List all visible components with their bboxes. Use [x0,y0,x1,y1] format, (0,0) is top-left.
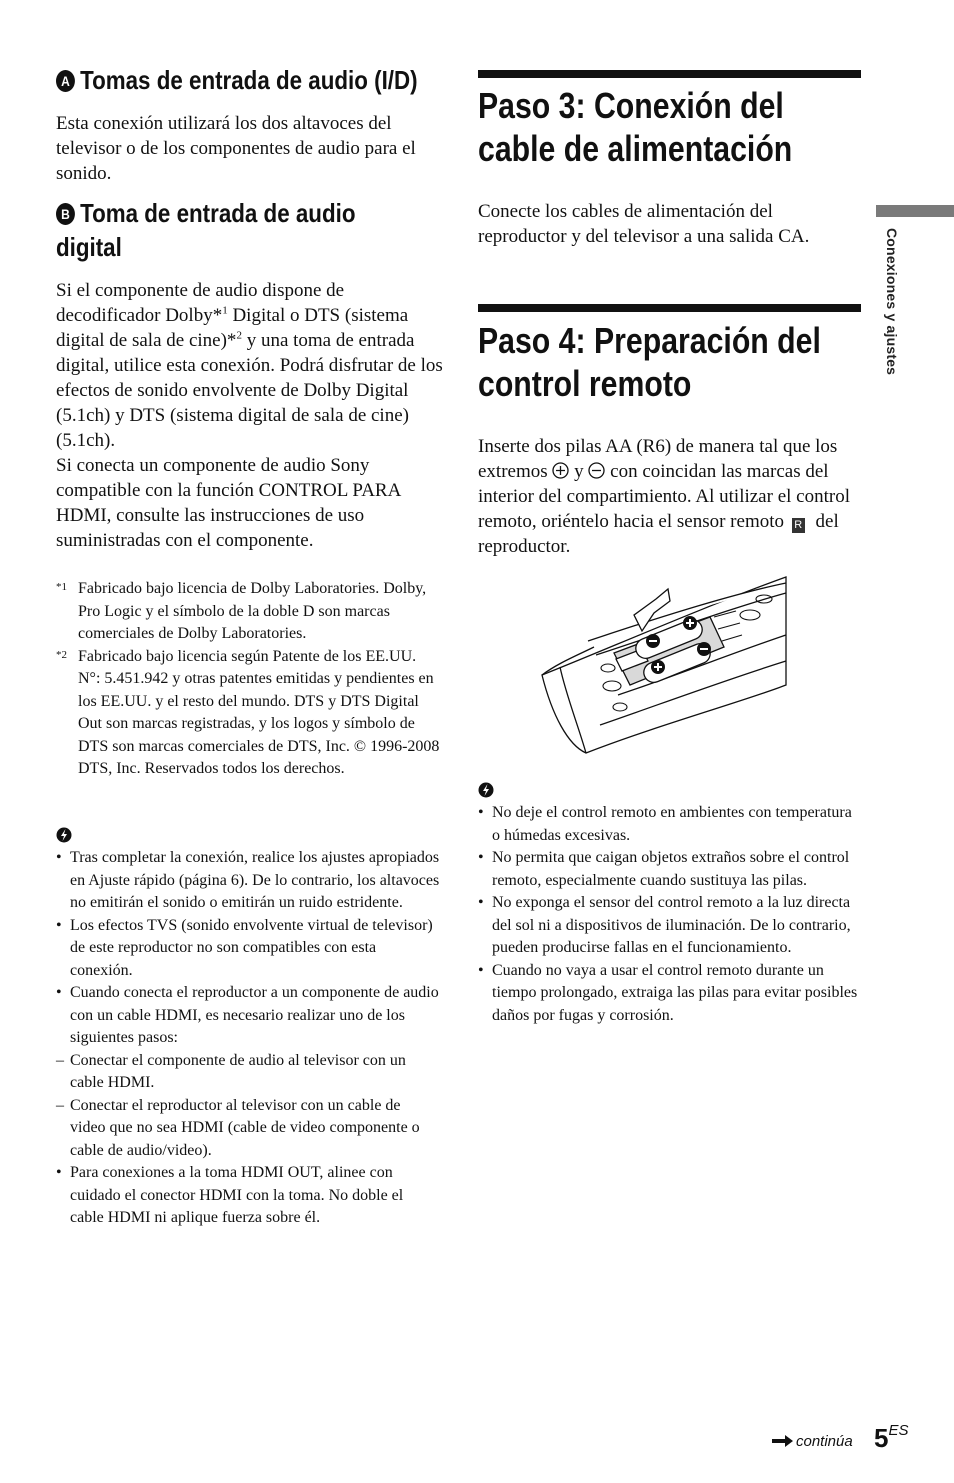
badge-a-icon: A [56,70,75,92]
list-item [478,802,862,847]
continues-indicator [772,1428,853,1454]
section-b-p1-part2: Digital o DTS (sistema digital de sala de cine)* [56,305,409,351]
bullet: – [56,1051,64,1069]
right-notes-list [478,802,862,1027]
section-tab-label: Conexiones y ajustes [884,228,900,376]
section-b-paragraph-1 [56,278,444,453]
note-text: No exponga el sensor del control remoto a la luz directa del sol ni a dispositivos de iluminación. De lo contrario, pueden producirse fallas en el funcionamiento. [492,894,851,956]
footnote-text: Fabricado bajo licencia de Dolby Laboratories. Dolby, Pro Logic y el símbolo de la doble D son marcas comerciales de Dolby Laboratories. [78,580,427,642]
section-a-title: Tomas de entrada de audio (I/D) [80,65,418,95]
note-text: Tras completar la conexión, realice los ajustes apropiados en Ajuste rápido (página 6). De lo contrario, los altavoces no emitirán el sonido o emitirán un ruido estridente. [70,849,440,911]
step4-text [478,434,861,559]
note-text: Conectar el reproductor al televisor con un cable de video que no sea HDMI (cable de video componente o cable de audio/video). [70,1096,420,1159]
remote-battery-illustration [538,575,788,755]
step4-text-part1: Inserte dos pilas AA (R6) de manera tal que los extremos [478,436,838,482]
step3-heading [478,84,792,170]
footnote-ref-1: 1 [222,304,228,317]
footnote-1 [56,578,440,646]
minus-circle-icon [588,462,605,479]
remote-sensor-icon: R [792,518,805,533]
note-icon [478,781,494,799]
footnote-mark: *1 [56,581,67,593]
step4-text-part4: del reproductor. [478,511,839,557]
bullet: • [56,984,62,1001]
footnote-2 [56,646,440,781]
bullet: • [478,849,484,866]
note-text: No permita que caigan objetos extraños sobre el control remoto, especialmente cuando sustituya las pilas. [492,849,850,889]
page-number-suffix: ES [888,1422,909,1439]
step4-text-part2: y [569,461,589,482]
note-icon [56,826,72,844]
list-item [478,960,862,1028]
step4-text-part3: con coincidan las marcas del interior del compartimiento. Al utilizar el control remoto, oriéntelo hacia el sensor remoto [478,461,850,532]
step4-heading [478,319,821,405]
note-text: Cuando conecta el reproductor a un componente de audio con un cable HDMI, es necesario realizar uno de los siguientes pasos: [70,984,439,1046]
step4-title-line2: control remoto [478,363,692,404]
step3-title-line1: Paso 3: Conexión del [478,85,784,126]
bullet: – [56,1096,64,1114]
list-item [56,982,440,1050]
footnote-text: Fabricado bajo licencia según Patente de los EE.UU. N°: 5.451.942 y otras patentes emitidas y pendientes en los EE.UU. y el resto del mundo. DTS y DTS Digital Out son marcas registradas, y los logos y símbolo de DTS son marcas comerciales de DTS, Inc. © 1996-2008 DTS, Inc. Reservados todos los derechos. [78,647,440,777]
section-a-text: Esta conexión utilizará los dos altavoces del televisor o de los componentes de audio para el sonido. [56,113,416,184]
section-b-p1-part3: y una toma de entrada digital, utilice esta conexión. Podrá disfrutar de los efectos de sonido envolvente de Dolby Digital (5.1ch) y DTS (sistema digital de sala de cine) (5.1ch). [56,330,443,451]
step4-rule [478,304,861,312]
list-item [56,1095,440,1163]
continues-label: continúa [796,1432,853,1450]
step3-text: Conecte los cables de alimentación del reproductor y del televisor a una salida CA. [478,201,810,247]
arrow-right-icon [772,1434,794,1448]
section-b-p1-part1: Si el componente de audio dispone de decodificador Dolby* [56,280,345,326]
step4-title-line1: Paso 4: Preparación del [478,320,821,361]
list-item [478,847,862,892]
list-item [56,847,440,915]
footnotes [56,578,440,781]
list-item [56,915,440,983]
page-number-digit: 5 [874,1423,889,1453]
note-text: Cuando no vaya a usar el control remoto durante un tiempo prolongado, extraiga las pilas para evitar posibles daños por fugas y corrosión. [492,961,858,1024]
section-b-title-line1: Toma de entrada de audio [80,198,356,228]
section-b-title-line2: digital [56,232,122,262]
footnote-mark: *2 [56,648,67,661]
section-tab-marker [876,205,954,217]
plus-circle-icon [552,462,569,479]
list-item [56,1162,440,1230]
note-text: No deje el control remoto en ambientes con temperatura o húmedas excesivas. [492,804,852,844]
section-b-body [56,278,444,553]
left-notes-list [56,847,440,1230]
page-number [874,1422,908,1454]
note-text: Para conexiones a la toma HDMI OUT, alinee con cuidado el conector HDMI con la toma. No doble el cable HDMI ni aplique fuerza sobre él. [70,1164,404,1226]
section-b-paragraph-2: Si conecta un componente de audio Sony compatible con la función CONTROL PARA HDMI, consulte las instrucciones de uso suministradas con el componente. [56,455,401,551]
badge-b-icon: B [56,203,75,225]
section-a-heading [56,63,418,97]
step3-title-line2: cable de alimentación [478,128,793,169]
bullet: • [478,961,484,979]
step3-rule [478,70,861,78]
section-b-heading [56,196,355,264]
bullet: • [478,894,484,911]
bullet: • [478,804,484,821]
bullet: • [56,1164,62,1181]
bullet: • [56,916,62,934]
bullet: • [56,849,62,866]
note-text: Conectar el componente de audio al televisor con un cable HDMI. [70,1051,406,1091]
note-text: Los efectos TVS (sonido envolvente virtual de televisor) de este reproductor no son compatibles con esta conexión. [70,916,433,979]
footnote-ref-2: 2 [236,329,242,342]
list-item [56,1050,440,1095]
list-item [478,892,862,960]
